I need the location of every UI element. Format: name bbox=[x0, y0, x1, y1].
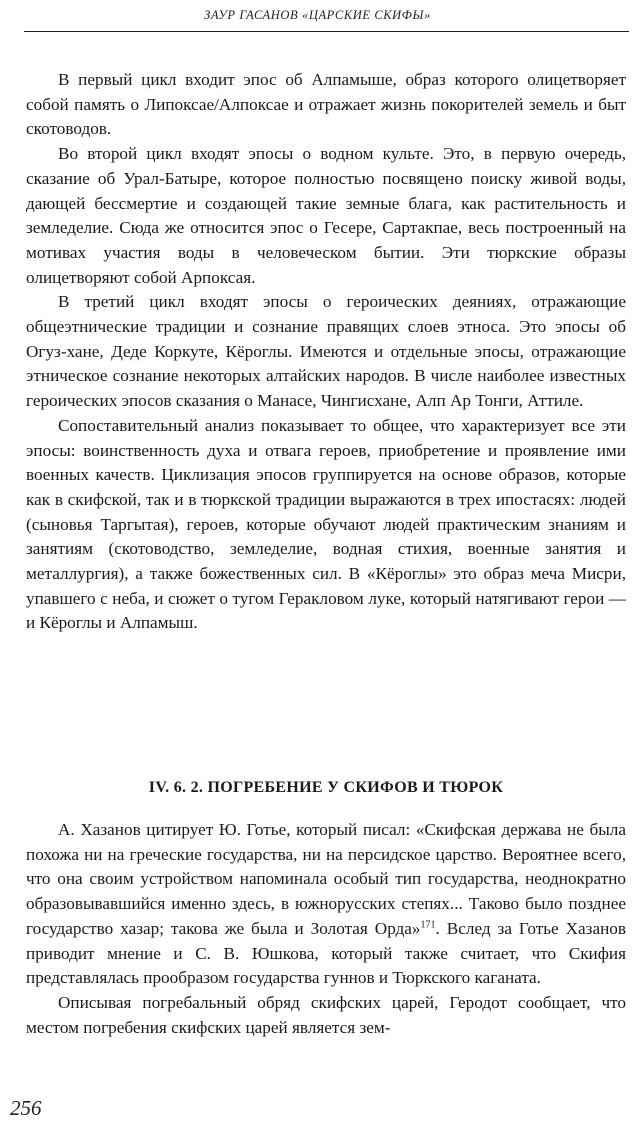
section-heading: IV. 6. 2. ПОГРЕБЕНИЕ У СКИФОВ И ТЮРОК bbox=[148, 779, 504, 796]
paragraph-khazanov bbox=[26, 818, 626, 991]
quote-text: А. Хазанов цитирует Ю. Готье, который писал: «Скифская держава не была похожа ни на греческие государства, ни на персидское царство. Вероятнее всего, что она своим устройством напоминала особый тип государства, неоднократно образовывавшийся именно здесь, в южнорусских степях... Таково было позднее государство хазар; такова же была и Золотая Орда» bbox=[26, 820, 626, 938]
header-rule bbox=[24, 31, 629, 32]
main-text bbox=[26, 68, 626, 636]
quote-continuation: . Вслед за Готье Хазанов приводит мнение и С. В. Юшкова, который также считает, что Скифия представлялась прообразом государства гуннов и Тюркского каганата. bbox=[26, 918, 626, 988]
footnote-marker: 171 bbox=[420, 919, 436, 931]
paragraph-cycle-2: Во второй цикл входят эпосы о водном культе. Это, в первую очередь, сказание об Урал-Батыре, которое полностью посвящено поиску живой воды, дающей бессмертие и создающей такие земные блага, как растительность и земледелие. Сюда же относится эпос о Гесере, Сартакпае, весь построенный на мотивах участия воды в человеческом бытии. Эти тюркские образы олицетворяют собой Арпоксая. bbox=[26, 144, 626, 287]
paragraph-cycle-1: В первый цикл входит эпос об Алпамыше, образ которого олицетворяет собой память о Липоксае/Алпоксае и отражает жизнь покорителей земель и быт скотоводов. bbox=[26, 70, 626, 139]
section-text bbox=[26, 818, 626, 1040]
paragraph-herodotus: Описывая погребальный обряд скифских царей, Геродот сообщает, что местом погребения скифских царей является зем- bbox=[26, 992, 626, 1037]
running-head: ЗАУР ГАСАНОВ «ЦАРСКИЕ СКИФЫ» bbox=[204, 8, 431, 22]
page-number: 256 bbox=[10, 1096, 42, 1120]
paragraph-cycle-3: В третий цикл входят эпосы о героических деяниях, отражающие общеэтнические традиции и сознание правящих слоев этноса. Это эпосы об Огуз-хане, Деде Коркуте, Кёроглы. Имеются и отдельные эпосы, отражающие этническое сознание некоторых алтайских народов. В числе наиболее известных героических эпосов сказания о Манасе, Чингисхане, Алп Ар Тонги, Аттиле. bbox=[26, 292, 626, 411]
paragraph-comparison: Сопоставительный анализ показывает то общее, что характеризует все эти эпосы: воинственность духа и отвага героев, приобретение и проявление ими военных качеств. Циклизация эпосов группируется на основе образов, которые как в скифской, так и в тюркской традиции выражаются в трех ипостасях: людей (сыновья Таргытая), героев, которые обучают людей практическим знаниям и занятиям (скотоводство, земледелие, водная стихия, военные занятия и металлургия), а также божественных сил. В «Кёроглы» это образ меча Мисри, упавшего с неба, и сюжет о тугом Геракловом луке, который натягивают герои — и Кёроглы и Алпамыш. bbox=[26, 415, 626, 633]
